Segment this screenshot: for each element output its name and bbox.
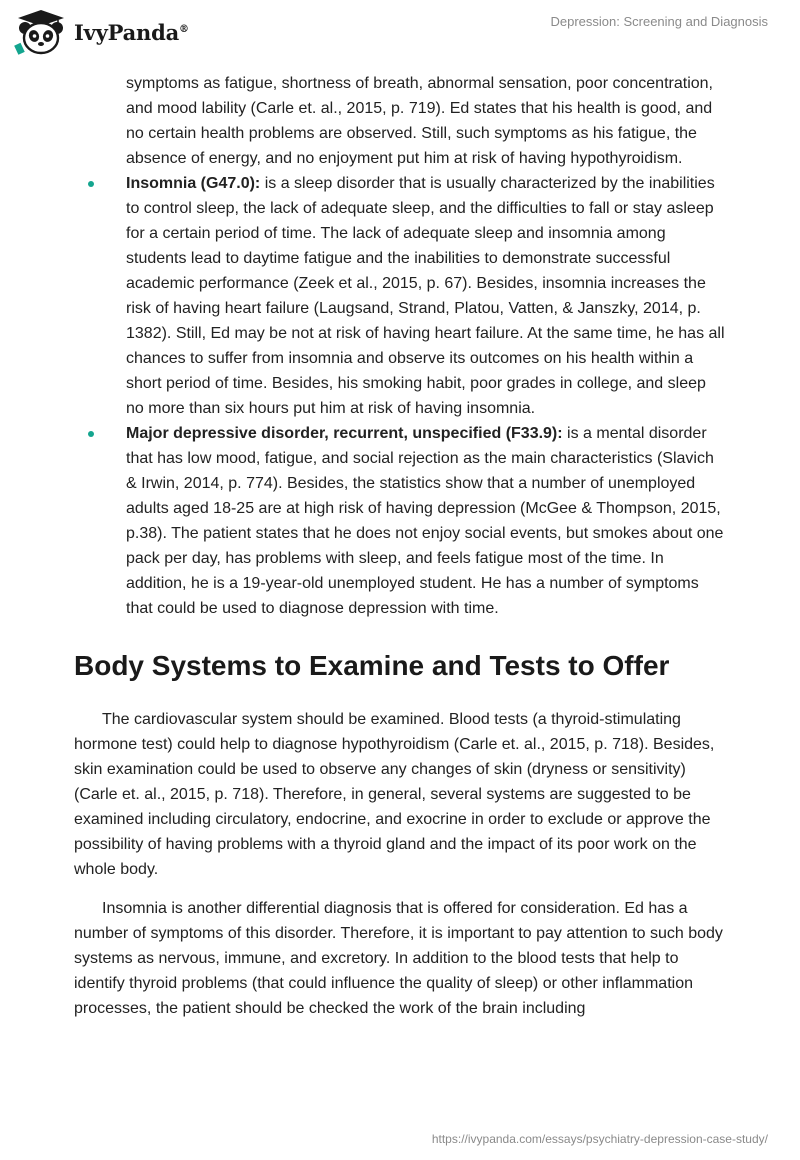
diagnosis-description: is a sleep disorder that is usually characterized by the inabilities to control sleep, the lack of adequate sleep, and the difficulties to fall or stay asleep for a certain period of time. The lack of adequate sleep and insomnia among students lead to daytime fatigue and the inabilities to demonstrate successful academic performance (Zeek et al., 2015, p. 67). Besides, insomnia increases the risk of having heart failure (Laugsand, Strand, Platou, Vatten, & Janszky, 2014, p. 1382). Still, Ed may be not at risk of having heart failure. At the same time, he has all chances to suffer from insomnia and observe its outcomes on his health within a short period of time. Besides, his smoking habit, poor grades in college, and sleep no more than six hours put him at risk of having insomnia. bbox=[126, 175, 725, 417]
body-paragraph: The cardiovascular system should be examined. Blood tests (a thyroid-stimulating hormone test) could help to diagnose hypothyroidism (Carle et. al., 2015, p. 718). Besides, skin examination could be used to observe any changes of skin (dryness or sensitivity) (Carle et. al., 2015, p. 718). Therefore, in general, several systems are suggested to be examined including circulatory, endocrine, and exocrine in order to exclude or approve the possibility of having problems with a thyroid gland and the impact of its poor work on the whole body. bbox=[74, 711, 715, 878]
diagnosis-term: Major depressive disorder, recurrent, unspecified (F33.9): bbox=[126, 425, 563, 442]
bullet-icon bbox=[88, 181, 94, 187]
brand-logo[interactable] bbox=[14, 8, 189, 56]
diagnosis-list bbox=[74, 171, 726, 621]
panda-graduate-icon bbox=[14, 8, 68, 56]
continued-paragraph: symptoms as fatigue, shortness of breath, abnormal sensation, poor concentration, and mood lability (Carle et. al., 2015, p. 719). Ed states that his health is good, and no certain health problems are observed. Still, such symptoms as his fatigue, the absence of energy, and no enjoyment put him at risk of having hypothyroidism. bbox=[126, 75, 713, 167]
diagnosis-description: is a mental disorder that has low mood, fatigue, and social rejection as the main characteristics (Slavich & Irwin, 2014, p. 774). Besides, the statistics show that a number of unemployed adults aged 18-25 are at high risk of having depression (McGee & Thompson, 2015, p.38). The patient states that he does not enjoy social events, but smokes about one pack per day, has problems with sleep, and feels fatigue most of the time. In addition, he is a 19-year-old unemployed student. He has a number of symptoms that could be used to diagnose depression with time. bbox=[126, 425, 724, 617]
section-heading: Body Systems to Examine and Tests to Offer bbox=[74, 650, 670, 681]
diagnosis-term: Insomnia (G47.0): bbox=[126, 175, 261, 192]
document-title: Depression: Screening and Diagnosis bbox=[550, 14, 768, 29]
bullet-icon bbox=[88, 431, 94, 437]
list-item bbox=[74, 421, 726, 621]
list-item bbox=[74, 171, 726, 421]
body-paragraph: Insomnia is another differential diagnosis that is offered for consideration. Ed has a number of symptoms of this disorder. Therefore, it is important to pay attention to such body systems as nervous, immune, and excretory. In addition to the blood tests that help to identify thyroid problems (that could influence the quality of sleep) or other inflammation processes, the patient should be checked the work of the brain including bbox=[74, 900, 723, 1017]
brand-name: IvyPanda® bbox=[74, 19, 189, 45]
article-body bbox=[74, 71, 726, 1035]
source-url[interactable]: https://ivypanda.com/essays/psychiatry-depression-case-study/ bbox=[431, 1132, 768, 1146]
page-header bbox=[0, 0, 800, 64]
